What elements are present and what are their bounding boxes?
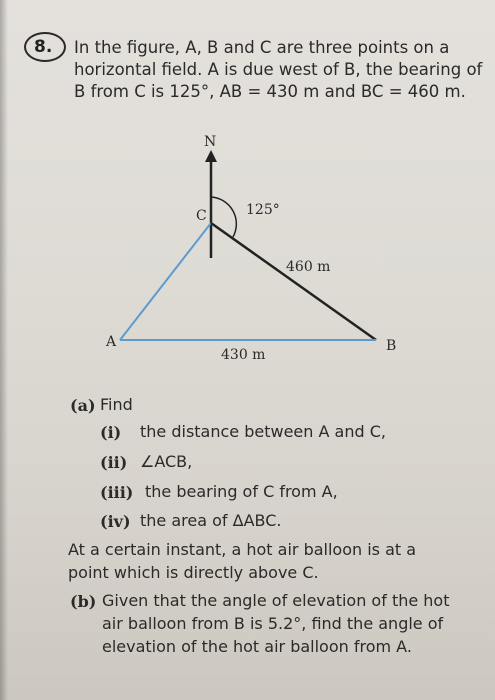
item-iv-text: the area of ΔABC.	[140, 511, 282, 530]
intro-line-2: horizontal field. A is due west of B, the bearing of	[74, 60, 483, 79]
side-ac	[120, 223, 211, 340]
north-arrow-icon	[205, 150, 217, 162]
vertex-c-label: C	[196, 208, 207, 224]
part-b-line-3: elevation of the hot air balloon from A.	[102, 637, 412, 656]
balloon-line-1: At a certain instant, a hot air balloon is at a	[68, 540, 417, 559]
balloon-line-2: point which is directly above C.	[68, 563, 319, 582]
part-b-line-2: air balloon from B is 5.2°, find the angle of	[102, 614, 444, 633]
item-i-number: (i)	[100, 423, 122, 442]
north-label: N	[204, 134, 217, 150]
item-ii-number: (ii)	[100, 453, 128, 472]
intro-line-3: B from C is 125°, AB = 430 m and BC = 460 m.	[74, 82, 466, 101]
vertex-a-label: A	[106, 334, 117, 350]
part-a-title: Find	[100, 395, 133, 414]
intro-line-1: In the figure, A, B and C are three points on a	[74, 38, 450, 57]
angle-label: 125°	[246, 202, 280, 218]
part-b-line-1: Given that the angle of elevation of the hot	[102, 591, 450, 610]
item-iii-text: the bearing of C from A,	[145, 482, 338, 501]
part-b-label: (b)	[70, 592, 97, 611]
side-cb	[211, 223, 376, 340]
vertex-b-label: B	[386, 338, 397, 354]
item-iv-number: (iv)	[100, 512, 131, 531]
item-i-text: the distance between A and C,	[140, 422, 386, 441]
item-ii-text: ∠ACB,	[140, 452, 193, 471]
bc-length-label: 460 m	[286, 259, 331, 275]
part-a-label: (a)	[70, 396, 96, 415]
item-iii-number: (iii)	[100, 483, 134, 502]
question-number: 8.	[34, 37, 53, 57]
ab-length-label: 430 m	[221, 347, 266, 363]
